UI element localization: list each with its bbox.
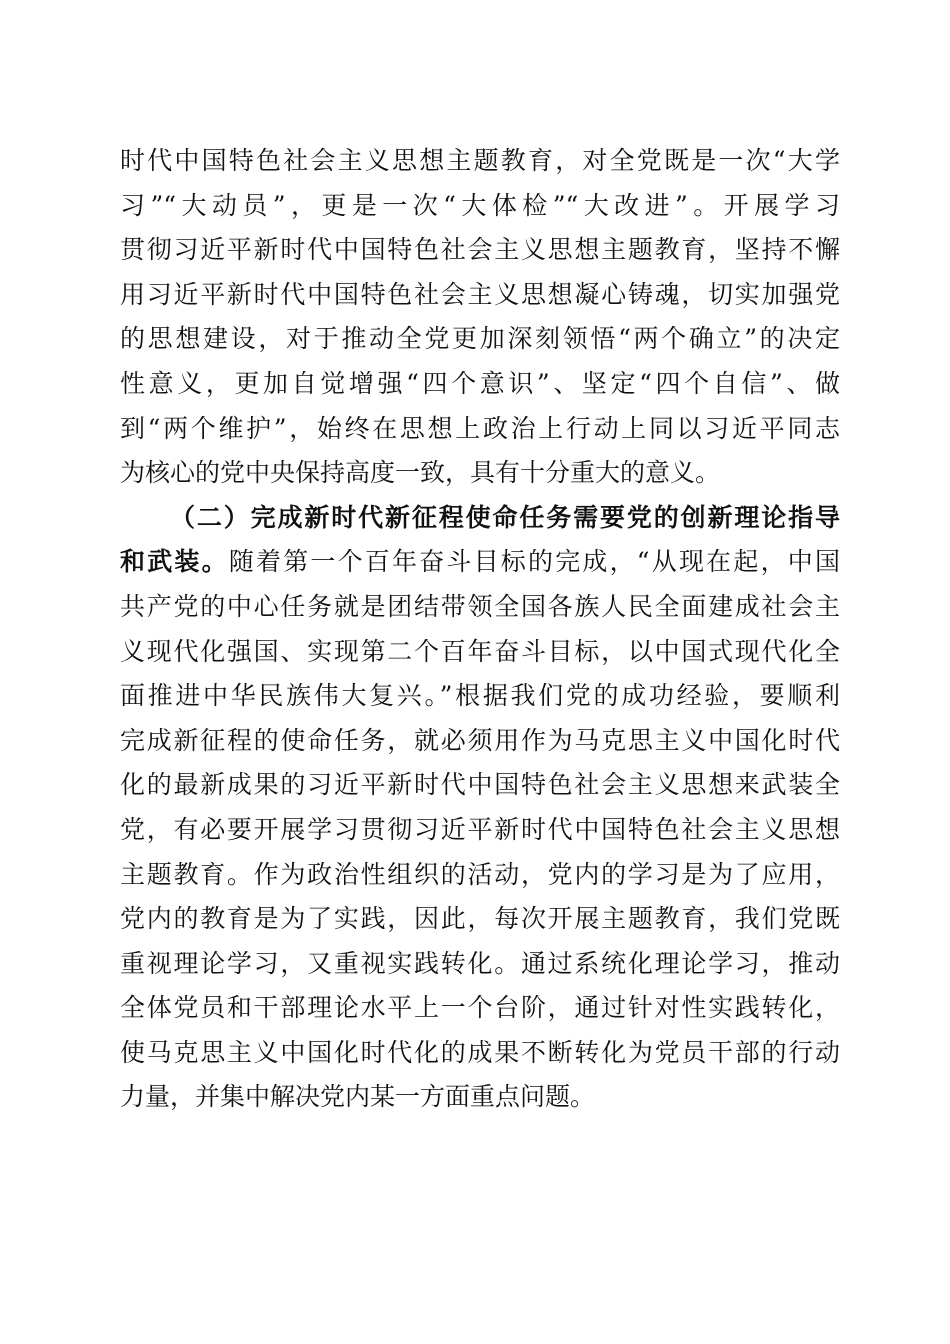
text-line: 义现代化强国、实现第二个百年奋斗目标，以中国式现代化全 <box>120 636 840 666</box>
text-line: 全体党员和干部理论水平上一个台阶，通过针对性实践转化， <box>120 993 840 1023</box>
text-line: 时代中国特色社会主义思想主题教育，对全党既是一次“大学 <box>120 146 840 175</box>
text-line: 重视理论学习，又重视实践转化。通过系统化理论学习，推动 <box>120 948 840 978</box>
text-line: 使马克思主义中国化时代化的成果不断转化为党员干部的行动 <box>120 1037 840 1067</box>
text-line: 党内的教育是为了实践，因此，每次开展主题教育，我们党既 <box>120 904 840 934</box>
text-line: 共产党的中心任务就是团结带领全国各族人民全面建成社会主 <box>120 591 840 621</box>
body-text <box>120 139 840 1120</box>
text-line: 化的最新成果的习近平新时代中国特色社会主义思想来武装全 <box>120 770 840 800</box>
text-line: 力量，并集中解决党内某一方面重点问题。 <box>120 1082 596 1112</box>
text-line: 完成新征程的使命任务，就必须用作为马克思主义中国化时代 <box>120 725 840 755</box>
text-line: 的思想建设，对于推动全党更加深刻领悟“两个确立”的决定 <box>120 324 840 354</box>
text-line: 面推进中华民族伟大复兴。”根据我们党的成功经验，要顺利 <box>120 681 840 711</box>
paragraph-2 <box>120 496 840 1120</box>
section-heading-end: 和武装。 <box>120 547 229 577</box>
paragraph-1 <box>120 139 840 496</box>
section-heading: （二）完成新时代新征程使命任务需要党的创新理论指导 <box>170 502 840 532</box>
text-line: 习”“大动员”，更是一次“大体检”“大改进”。开展学习 <box>120 190 840 220</box>
text-line: 主题教育。作为政治性组织的活动，党内的学习是为了应用， <box>120 859 840 889</box>
text-line: 党，有必要开展学习贯彻习近平新时代中国特色社会主义思想 <box>120 814 840 844</box>
text-line: 性意义，更加自觉增强“四个意识”、坚定“四个自信”、做 <box>120 368 840 398</box>
text-line-rest: 随着第一个百年奋斗目标的完成，“从现在起，中国 <box>228 547 840 577</box>
text-line <box>120 540 840 585</box>
text-line: 用习近平新时代中国特色社会主义思想凝心铸魂，切实加强党 <box>120 279 840 309</box>
text-line: 到“两个维护”，始终在思想上政治上行动上同以习近平同志 <box>120 413 840 443</box>
text-line: 为核心的党中央保持高度一致，具有十分重大的意义。 <box>120 458 721 488</box>
text-line: 贯彻习近平新时代中国特色社会主义思想主题教育，坚持不懈 <box>120 235 840 265</box>
